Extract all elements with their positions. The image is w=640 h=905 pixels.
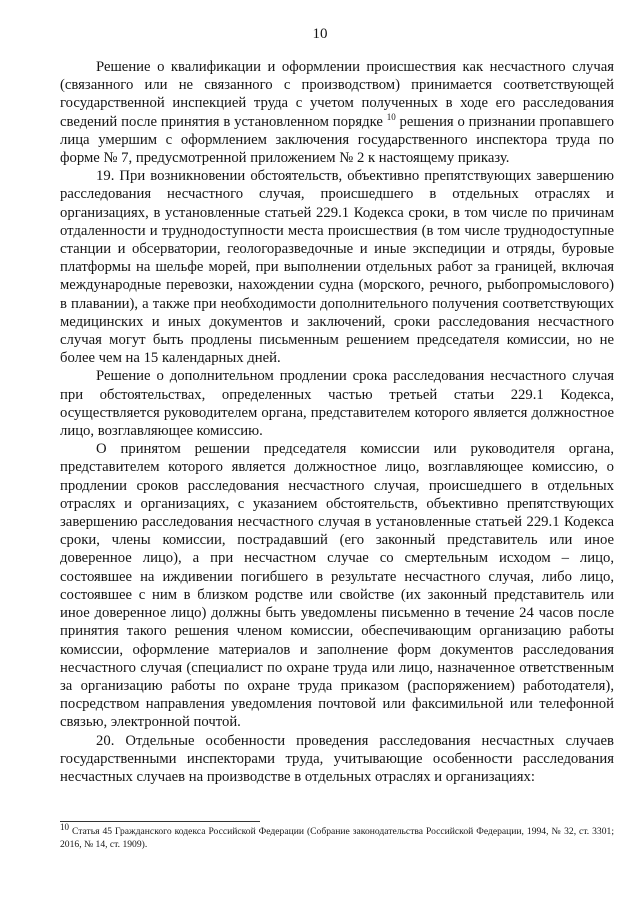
footnote: [60, 821, 614, 851]
paragraph-item-19: 19. При возникновении обстоятельств, объективно препятствующих завершению расследования несчастного случая, происшедшего в отдельных отраслях и организациях, в установленные статьей 229.1 Кодекса сроки, в том числе по причинам отдаленности и труднодоступности места происшествия (в том числе труднодоступные станции и обсерватории, геологоразведочные и иные экспедиции и отряды, буровые платформы на шельфе морей, при выполнении отдельных работ за границей, включая международные перевозки, нахождении судна (морского, речного, рыбопромыслового) в плавании), а также при необходимости дополнительного получения соответствующих медицинских и иных документов и заключений, сроки расследования несчастного случая могут быть продлены письменным решением председателя комиссии, но не более чем на 15 календарных дней.: [60, 168, 614, 367]
document-body: [60, 58, 614, 786]
footnote-text: Статья 45 Гражданского кодекса Российской Федерации (Собрание законодательства Российской Федерации, 1994, № 32, ст. 3301; 2016, № 14, ст. 1909).: [60, 826, 614, 850]
footnote-reference: 10: [386, 111, 396, 122]
paragraph-text: Решение о квалификации и оформлении происшествия как несчастного случая (связанного или не связанного с производством) принимается соответствующей государственной инспекцией труда с учетом полученных в ходе его расследования сведений после принятия в установленном порядке: [60, 59, 614, 130]
footnote-divider: [60, 821, 260, 822]
paragraph-item-20: 20. Отдельные особенности проведения расследования несчастных случаев государственными инспекторами труда, учитывающие особенности расследования несчастных случаев на производстве в отдельных отраслях и организациях:: [60, 732, 614, 785]
page-number: 10: [312, 26, 328, 42]
paragraph-notification: О принятом решении председателя комиссии или руководителя органа, представителем которого является должностное лицо, возглавляющее комиссию, о продлении сроков расследования несчастного случая, происшедшего в отдельных отраслях и организациях, с указанием обстоятельств, объективно препятствующих завершению расследования несчастного случая в установленные статьей 229.1 Кодекса сроки, члены комиссии, пострадавший (его законный представитель или иное доверенное лицо), а при несчастном случае со смертельным исходом – лицо, состоявшее на иждивении погибшего в результате несчастного случая, либо лицо, состоявшее с ним в близком родстве или свойстве (их законный представитель или иное доверенное лицо) должны быть уведомлены письменно в течение 24 часов после принятия такого решения членом комиссии, обеспечивающим организацию работы комиссии, оформление материалов и заполнение форм документов расследования несчастного случая (специалист по охране труда или лицо, назначенное ответственным за организацию работы по охране труда приказом (распоряжением) работодателя), посредством направления уведомления почтовой или факсимильной или телефонной связью, электронной почтой.: [60, 441, 614, 731]
paragraph-text-continued: решения о признании пропавшего лица умершим с оформлением заключения государственного инспектора труда по форме № 7, предусмотренной приложением № 2 к настоящему приказу.: [60, 113, 615, 167]
paragraph-additional-extension: Решение о дополнительном продлении срока расследования несчастного случая при обстоятельствах, определенных частью третьей статьи 229.1 Кодекса, осуществляется руководителем органа, представителем которого является должностное лицо, возглавляющее комиссию.: [60, 368, 614, 440]
paragraph-decision-qualification: [60, 58, 614, 167]
footnote-marker: 10: [60, 821, 69, 832]
